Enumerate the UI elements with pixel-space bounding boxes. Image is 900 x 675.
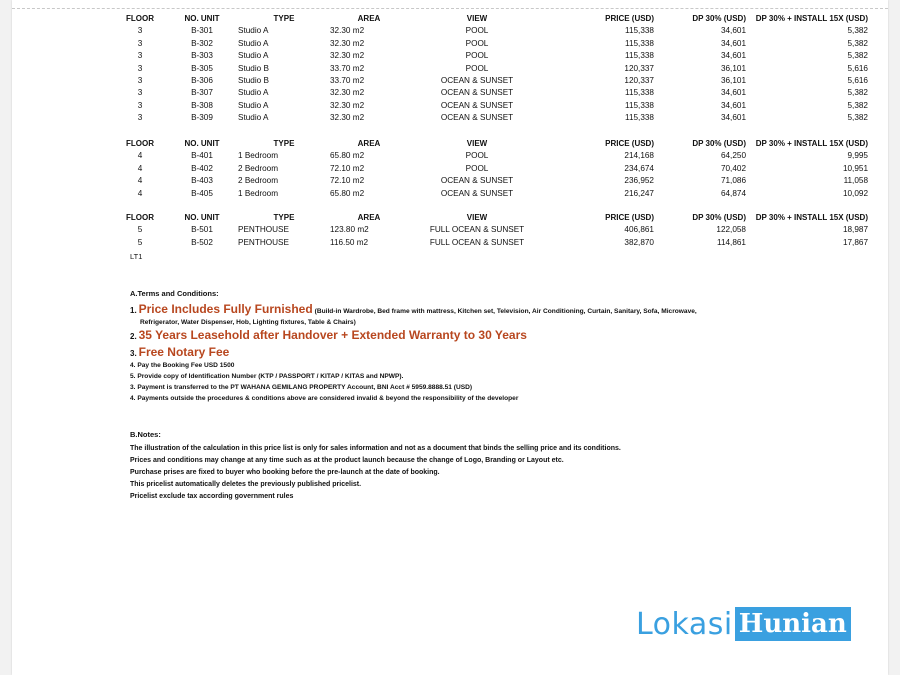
cell-dp: 122,058 bbox=[716, 225, 746, 235]
cell-price: 115,338 bbox=[625, 26, 654, 36]
notes-line: The illustration of the calculation in this price list is only for sales information and not as a document that binds the selling price and its conditions. bbox=[130, 445, 621, 452]
terms-item-3-num: 3. bbox=[130, 349, 137, 358]
cell-price: 120,337 bbox=[624, 76, 654, 86]
notes-line: Prices and conditions may change at any time such as at the product launch because the change of Logo, Branding or Layout etc. bbox=[130, 457, 564, 464]
cell-dp: 34,601 bbox=[720, 100, 746, 110]
cell-view: POOL bbox=[465, 26, 489, 36]
table-row bbox=[114, 25, 868, 37]
table-row bbox=[114, 237, 868, 249]
terms-heading: A.Terms and Conditions: bbox=[130, 289, 219, 298]
cell-area: 123.80 m2 bbox=[330, 225, 369, 235]
table-header-row bbox=[114, 138, 868, 150]
header-view: VIEW bbox=[466, 213, 488, 222]
cell-install: 11,058 bbox=[843, 176, 868, 186]
terms-line-6: 3. Payment is transferred to the PT WAHANA GEMILANG PROPERTY Account, BNI Acct # 5959.8888.51 (USD) bbox=[130, 384, 473, 391]
cell-type: Studio A bbox=[238, 88, 269, 98]
cell-area: 32.30 m2 bbox=[330, 88, 365, 98]
cell-type: Studio B bbox=[238, 63, 269, 73]
header-area: AREA bbox=[357, 14, 381, 23]
cell-type: 1 Bedroom bbox=[238, 151, 279, 161]
header-type: TYPE bbox=[273, 139, 295, 148]
cell-unit: B-308 bbox=[191, 100, 213, 110]
header-area: AREA bbox=[357, 139, 381, 148]
cell-type: PENTHOUSE bbox=[238, 225, 289, 235]
cell-floor: 5 bbox=[137, 237, 143, 247]
cell-floor: 4 bbox=[137, 188, 143, 198]
cell-floor: 3 bbox=[137, 76, 143, 86]
cell-view: OCEAN & SUNSET bbox=[440, 176, 514, 186]
cell-dp: 34,601 bbox=[720, 51, 746, 61]
cell-price: 216,247 bbox=[624, 188, 654, 198]
header-dp: DP 30% (USD) bbox=[692, 213, 746, 222]
notes-section bbox=[130, 430, 810, 503]
cell-install: 10,092 bbox=[842, 188, 868, 198]
cell-view: POOL bbox=[465, 38, 489, 48]
cell-floor: 3 bbox=[137, 63, 143, 73]
notes-line: Purchase prises are fixed to buyer who booking before the pre-launch at the date of booking. bbox=[130, 469, 440, 476]
cell-view: POOL bbox=[465, 151, 489, 161]
cell-floor: 3 bbox=[137, 51, 143, 61]
cell-unit: B-303 bbox=[191, 51, 213, 61]
notes-heading: B.Notes: bbox=[130, 430, 161, 439]
lt1-label: LT1 bbox=[130, 252, 143, 261]
table-row bbox=[114, 188, 868, 200]
cell-area: 32.30 m2 bbox=[330, 113, 365, 123]
table-header-row bbox=[114, 212, 868, 224]
cell-dp: 36,101 bbox=[720, 63, 746, 73]
cell-unit: B-309 bbox=[191, 113, 213, 123]
cell-unit: B-501 bbox=[191, 225, 213, 235]
cell-view: FULL OCEAN & SUNSET bbox=[429, 225, 525, 235]
cell-floor: 3 bbox=[137, 100, 143, 110]
header-view: VIEW bbox=[466, 139, 488, 148]
cell-install: 5,382 bbox=[847, 100, 868, 110]
watermark-part-2: Hunian bbox=[735, 607, 851, 641]
cell-floor: 3 bbox=[137, 38, 143, 48]
cell-price: 214,168 bbox=[624, 151, 654, 161]
table-row bbox=[114, 150, 868, 162]
cell-area: 72.10 m2 bbox=[330, 176, 365, 186]
cell-install: 17,867 bbox=[842, 237, 868, 247]
floor-3-table bbox=[114, 13, 868, 125]
header-area: AREA bbox=[357, 213, 381, 222]
cell-price: 236,952 bbox=[624, 176, 654, 186]
terms-item-1-title: Price Includes Fully Furnished bbox=[138, 302, 313, 316]
cell-unit: B-301 bbox=[191, 26, 213, 36]
terms-item-2-num: 2. bbox=[130, 332, 137, 341]
cell-install: 5,382 bbox=[847, 88, 868, 98]
header-dp: DP 30% (USD) bbox=[692, 14, 746, 23]
table-row bbox=[114, 75, 868, 87]
terms-line-7: 4. Payments outside the procedures & conditions above are considered invalid & beyond the responsibility of the developer bbox=[130, 395, 519, 402]
cell-type: Studio A bbox=[238, 26, 269, 36]
table-row bbox=[114, 224, 868, 236]
header-view: VIEW bbox=[466, 14, 488, 23]
cell-unit: B-306 bbox=[191, 76, 213, 86]
terms-line-4: 4. Pay the Booking Fee USD 1500 bbox=[130, 362, 235, 369]
floor-4-table bbox=[114, 138, 868, 200]
terms-item-3-title: Free Notary Fee bbox=[138, 345, 230, 359]
cell-area: 33.70 m2 bbox=[330, 63, 365, 73]
cell-area: 32.30 m2 bbox=[330, 100, 365, 110]
table-row bbox=[114, 87, 868, 99]
cell-view: OCEAN & SUNSET bbox=[440, 88, 514, 98]
cell-view: OCEAN & SUNSET bbox=[440, 113, 514, 123]
cell-price: 234,674 bbox=[624, 163, 654, 173]
cell-unit: B-401 bbox=[191, 151, 213, 161]
cell-dp: 70,402 bbox=[720, 163, 746, 173]
cell-install: 10,951 bbox=[842, 163, 868, 173]
cell-price: 115,338 bbox=[625, 100, 654, 110]
cell-install: 9,995 bbox=[847, 151, 868, 161]
header-price: PRICE (USD) bbox=[605, 139, 654, 148]
cell-price: 115,338 bbox=[625, 38, 654, 48]
terms-section bbox=[130, 289, 810, 404]
cell-area: 72.10 m2 bbox=[330, 163, 365, 173]
table-row bbox=[114, 50, 868, 62]
cell-dp: 34,601 bbox=[720, 88, 746, 98]
cell-floor: 4 bbox=[137, 163, 143, 173]
cell-area: 32.30 m2 bbox=[330, 26, 365, 36]
header-unit: NO. UNIT bbox=[184, 213, 220, 222]
header-price: PRICE (USD) bbox=[605, 213, 654, 222]
header-type: TYPE bbox=[273, 14, 295, 23]
cell-view: POOL bbox=[465, 51, 489, 61]
cell-price: 115,338 bbox=[625, 113, 654, 123]
cell-type: Studio A bbox=[238, 100, 269, 110]
table-header-row bbox=[114, 13, 868, 25]
cell-unit: B-405 bbox=[191, 188, 213, 198]
cell-unit: B-307 bbox=[191, 88, 213, 98]
cell-area: 32.30 m2 bbox=[330, 51, 365, 61]
cell-unit: B-302 bbox=[191, 38, 213, 48]
floor-5-table bbox=[114, 212, 868, 249]
terms-item-1 bbox=[130, 304, 810, 317]
cell-area: 65.80 m2 bbox=[330, 188, 365, 198]
price-list-page bbox=[12, 0, 888, 675]
cell-install: 5,382 bbox=[847, 38, 868, 48]
table-row bbox=[114, 112, 868, 124]
cell-floor: 3 bbox=[137, 88, 143, 98]
header-install: DP 30% + INSTALL 15X (USD) bbox=[755, 139, 868, 148]
cell-dp: 34,601 bbox=[720, 113, 746, 123]
watermark-logo bbox=[636, 606, 851, 642]
cell-install: 5,382 bbox=[847, 51, 868, 61]
cell-view: OCEAN & SUNSET bbox=[440, 188, 514, 198]
table-row bbox=[114, 38, 868, 50]
terms-item-1-detail: (Build-in Wardrobe, Bed frame with mattress, Kitchen set, Television, Air Conditioning, Curtain, Sanitary, Sofa, Microwave, bbox=[314, 308, 697, 315]
cell-dp: 34,601 bbox=[720, 38, 746, 48]
header-floor: FLOOR bbox=[126, 139, 154, 148]
cell-price: 382,870 bbox=[624, 237, 654, 247]
notes-line: Pricelist exclude tax according government rules bbox=[130, 493, 294, 500]
table-row bbox=[114, 175, 868, 187]
top-cutoff-line bbox=[12, 8, 888, 11]
cell-type: Studio B bbox=[238, 76, 269, 86]
notes-line: This pricelist automatically deletes the previously published pricelist. bbox=[130, 481, 362, 488]
header-price: PRICE (USD) bbox=[605, 14, 654, 23]
table-row bbox=[114, 63, 868, 75]
cell-dp: 36,101 bbox=[720, 76, 746, 86]
terms-item-2-title: 35 Years Leasehold after Handover + Extended Warranty to 30 Years bbox=[138, 328, 527, 342]
table-row bbox=[114, 163, 868, 175]
cell-area: 65.80 m2 bbox=[330, 151, 365, 161]
terms-item-2 bbox=[130, 330, 810, 343]
cell-install: 5,382 bbox=[847, 26, 868, 36]
table-row bbox=[114, 100, 868, 112]
cell-unit: B-502 bbox=[191, 237, 213, 247]
cell-dp: 34,601 bbox=[720, 26, 746, 36]
cell-floor: 3 bbox=[137, 113, 143, 123]
cell-type: Studio A bbox=[238, 38, 269, 48]
cell-price: 406,861 bbox=[624, 225, 654, 235]
header-floor: FLOOR bbox=[126, 14, 154, 23]
cell-dp: 71,086 bbox=[720, 176, 746, 186]
cell-type: 2 Bedroom bbox=[238, 163, 279, 173]
cell-install: 5,616 bbox=[847, 63, 868, 73]
cell-dp: 64,250 bbox=[720, 151, 746, 161]
cell-type: PENTHOUSE bbox=[238, 237, 289, 247]
cell-price: 115,338 bbox=[625, 88, 654, 98]
cell-type: 2 Bedroom bbox=[238, 176, 279, 186]
cell-unit: B-402 bbox=[191, 163, 213, 173]
cell-floor: 3 bbox=[137, 26, 143, 36]
terms-item-1-detail-2: Refrigerator, Water Dispenser, Hob, Lighting fixtures, Table & Chairs) bbox=[140, 319, 356, 326]
cell-view: POOL bbox=[465, 63, 489, 73]
cell-view: FULL OCEAN & SUNSET bbox=[429, 237, 525, 247]
cell-type: Studio A bbox=[238, 113, 269, 123]
cell-view: OCEAN & SUNSET bbox=[440, 76, 514, 86]
cell-install: 5,616 bbox=[847, 76, 868, 86]
cell-view: POOL bbox=[465, 163, 489, 173]
header-unit: NO. UNIT bbox=[184, 14, 220, 23]
cell-type: 1 Bedroom bbox=[238, 188, 279, 198]
cell-type: Studio A bbox=[238, 51, 269, 61]
cell-unit: B-305 bbox=[191, 63, 213, 73]
cell-dp: 64,874 bbox=[720, 188, 746, 198]
cell-floor: 5 bbox=[137, 225, 143, 235]
cell-price: 120,337 bbox=[624, 63, 654, 73]
cell-area: 32.30 m2 bbox=[330, 38, 365, 48]
cell-floor: 4 bbox=[137, 176, 143, 186]
terms-item-3 bbox=[130, 347, 810, 360]
header-unit: NO. UNIT bbox=[184, 139, 220, 148]
cell-area: 33.70 m2 bbox=[330, 76, 365, 86]
terms-line-5: 5. Provide copy of Identification Number (KTP / PASSPORT / KITAP / KITAS and NPWP). bbox=[130, 373, 404, 380]
cell-area: 116.50 m2 bbox=[330, 237, 369, 247]
header-install: DP 30% + INSTALL 15X (USD) bbox=[755, 14, 868, 23]
header-dp: DP 30% (USD) bbox=[692, 139, 746, 148]
cell-install: 18,987 bbox=[842, 225, 868, 235]
cell-install: 5,382 bbox=[847, 113, 868, 123]
cell-price: 115,338 bbox=[625, 51, 654, 61]
cell-unit: B-403 bbox=[191, 176, 213, 186]
terms-item-1-num: 1. bbox=[130, 306, 137, 315]
cell-dp: 114,861 bbox=[717, 237, 746, 247]
cell-floor: 4 bbox=[137, 151, 143, 161]
cell-view: OCEAN & SUNSET bbox=[440, 100, 514, 110]
header-type: TYPE bbox=[273, 213, 295, 222]
header-install: DP 30% + INSTALL 15X (USD) bbox=[755, 213, 868, 222]
watermark-part-1: Lokasi bbox=[636, 606, 733, 642]
header-floor: FLOOR bbox=[126, 213, 154, 222]
